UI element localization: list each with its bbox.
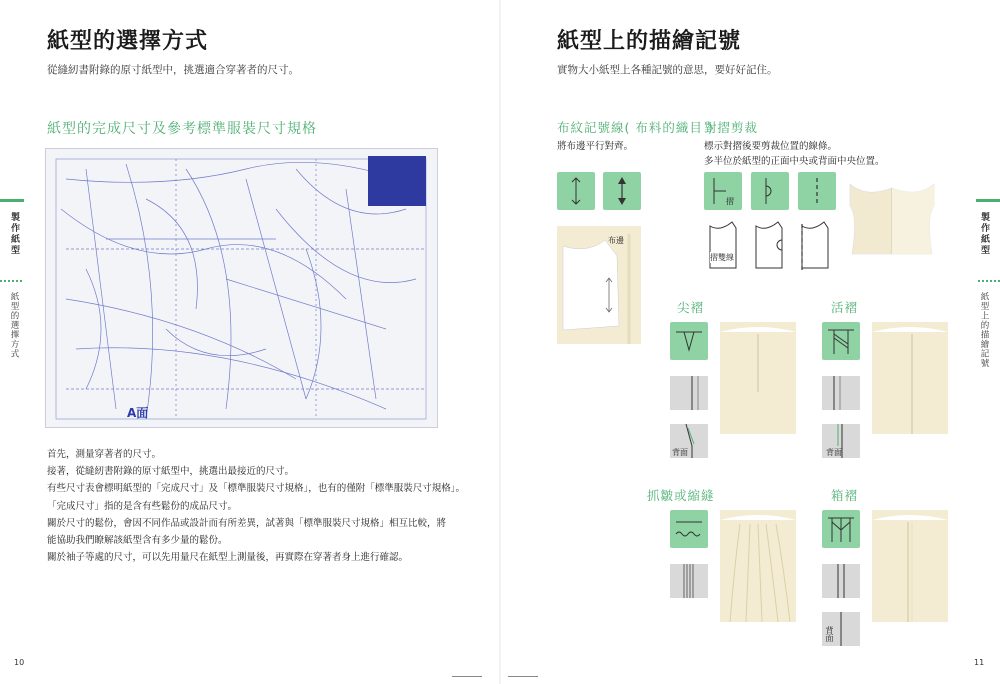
section-heading-box-pleat: 箱褶 [831,488,859,503]
gather-icon [670,510,708,548]
pleat-icon [822,322,860,360]
fold-icon-2 [751,172,789,210]
gather-fold-photo [670,556,708,598]
body-line: 首先，測量穿著者的尺寸。 [47,449,162,460]
bottom-tick [452,676,482,677]
body-line: 接著，從縫紉書附錄的原寸紙型中，挑選出最接近的尺寸。 [47,466,295,478]
page-title-right: 紙型上的描繪記號 [557,28,742,54]
right-page [500,0,1000,684]
side-tab-bar-right [976,199,1000,202]
fold-bodice-photo [846,176,938,260]
pattern-sheet-label: A面 [127,406,149,420]
section-heading-pleat: 活褶 [831,300,859,315]
body-line: 關於尺寸的鬆份，會因不同作品或設計而有所差異，試著與「標準服裝尺寸規格」相互比較，將 [47,517,447,529]
body-line: 關於袖子等處的尺寸，可以先用量尺在紙型上測量後，再實際在穿著者身上進行確認。 [47,552,409,564]
grain-heading-prefix: 布紋記號線 [557,120,625,135]
fold-line-label: 摺雙線 [710,253,734,262]
pleat-fabric-photo [872,322,948,434]
pattern-info-block [368,156,426,206]
fold-icon-1 [704,172,742,210]
grain-desc: 將布邊平行對齊。 [557,141,634,152]
gather-fabric-photo [720,510,796,622]
dart-back-label: 背面 [672,448,688,457]
side-tab-dots-left [0,280,22,282]
body-line: 「完成尺寸」指的是含有些鬆份的成品尺寸。 [47,500,238,512]
body-text-left [47,446,467,566]
grain-fabric-photo [557,226,641,344]
section-heading-grain [557,118,714,136]
side-tab-main-left: 製作紙型 [9,212,19,256]
grain-icon-1 [557,172,595,210]
side-tab-sub-right: 紙型上的描繪記號 [979,292,989,368]
page-number-right: 11 [974,658,985,667]
page-number-left: 10 [14,658,25,667]
dart-fabric-photo [720,322,796,434]
section-heading-dart: 尖褶 [677,300,705,315]
side-tab-sub-left: 紙型的選擇方式 [9,292,19,359]
page-title-left: 紙型的選擇方式 [47,28,209,54]
box-pleat-back-label: 背面 [825,626,834,642]
box-pleat-fold-photo-1 [822,556,860,598]
grain-icon-2 [603,172,641,210]
box-pleat-fabric-photo [872,510,948,622]
side-tab-main-right: 製作紙型 [979,212,989,256]
grain-heading-paren: ( 布料的織目 ) [624,120,714,135]
page-subtitle-right: 實物大小紙型上各種記號的意思，要好好記住。 [557,64,778,76]
side-tab-bar-left [0,199,24,202]
pleat-back-label: 背面 [826,448,842,457]
page-subtitle-left: 從縫紉書附錄的原寸紙型中，挑選適合穿著者的尺寸。 [47,64,299,76]
body-line: 有些尺寸表會標明紙型的「完成尺寸」及「標準服裝尺寸規格」，也有的僅附「標準服裝尺寸規格」。 [47,483,466,495]
fold-pattern-diagrams [704,216,836,272]
box-pleat-icon [822,510,860,548]
fold-label: 摺 [726,197,734,206]
dart-fold-photo-1 [670,368,708,410]
body-line: 能協助我們瞭解該紙型含有多少量的鬆份。 [47,535,228,547]
fold-icon-3 [798,172,836,210]
bottom-tick-right [508,676,538,677]
fold-desc-1: 標示對摺後要剪裁位置的線條。 [704,141,838,152]
section-heading-fold: 對摺剪裁 [704,120,759,135]
dart-icon [670,322,708,360]
section-heading-gather: 抓皺或縮縫 [647,488,715,503]
section-heading-pattern-size: 紙型的完成尺寸及參考標準服裝尺寸規格 [47,121,317,137]
pleat-fold-photo-1 [822,368,860,410]
fold-desc-2: 多半位於紙型的正面中央或背面中央位置。 [704,156,885,167]
selvage-label: 布邊 [608,236,624,245]
side-tab-dots-right [978,280,1000,282]
